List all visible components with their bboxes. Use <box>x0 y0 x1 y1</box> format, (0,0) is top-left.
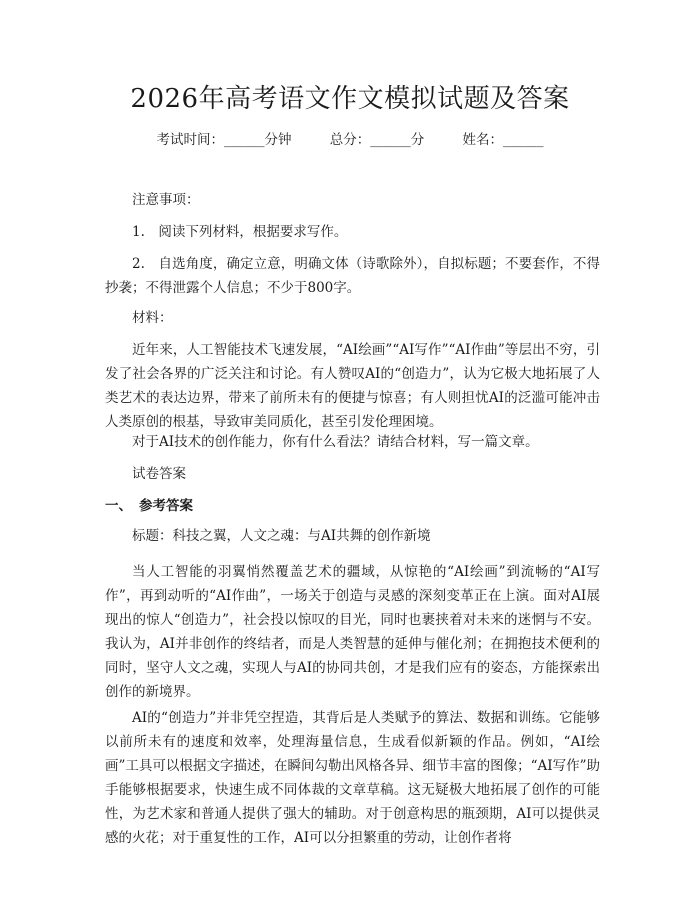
section-title: 参考答案 <box>139 498 193 514</box>
exam-meta <box>0 130 700 150</box>
notice-item-2: 2. 自选角度，确定立意，明确文体（诗歌除外），自拟标题；不要套作，不得抄袭；不得泄露个人信息；不少于800字。 <box>105 256 600 296</box>
exam-score: 总分：______分 <box>329 132 425 148</box>
section-number: 一、 <box>105 498 132 514</box>
notice-heading: 注意事项： <box>132 192 200 208</box>
exam-name: 姓名：______ <box>462 132 544 148</box>
notice-item-1: 1. 阅读下列材料，根据要求写作。 <box>132 224 348 240</box>
essay-paragraph-1: 当人工智能的羽翼悄然覆盖艺术的疆域，从惊艳的“AI绘画”到流畅的“AI写作”，再到动听的“AI作曲”，一场关于创造与灵感的深刻变革正在上演。面对AI展现出的惊人“创造力”，社会投以惊叹的目光，同时也裹挟着对未来的迷惘与不安。我认为，AI并非创作的终结者，而是人类智慧的延伸与催化剂；在拥抱技术便利的同时，坚守人文之魂，实现人与AI的协同共创，才是我们应有的姿态，方能探索出创作的新境界。 <box>105 564 600 700</box>
answer-heading: 试卷答案 <box>132 466 186 482</box>
material-text: 近年来，人工智能技术飞速发展，“AI绘画”“AI写作”“AI作曲”等层出不穷，引发了社会各界的广泛关注和讨论。有人赞叹AI的“创造力”，认为它极大地拓展了人类艺术的表达边界，带来了前所未有的便捷与惊喜；有人则担忧AI的泛滥可能冲击人类原创的根基，导致审美同质化，甚至引发伦理困境。 <box>105 342 600 430</box>
exam-time: 考试时间：______分钟 <box>156 132 292 148</box>
section-heading <box>105 494 600 518</box>
material-heading: 材料： <box>132 310 173 326</box>
essay-question: 对于AI技术的创作能力，你有什么看法？请结合材料，写一篇文章。 <box>132 434 539 450</box>
essay-paragraph-2: AI的“创造力”并非凭空捏造，其背后是人类赋予的算法、数据和训练。它能够以前所未有的速度和效率，处理海量信息，生成看似新颖的作品。例如，“AI绘画”工具可以根据文字描述，在瞬间勾勒出风格各异、细节丰富的图像；“AI写作”助手能够根据要求，快速生成不同体裁的文章草稿。这无疑极大地拓展了创作的可能性，为艺术家和普通人提供了强大的辅助。对于创意构思的瓶颈期，AI可以提供灵感的火花；对于重复性的工作，AI可以分担繁重的劳动，让创作者将 <box>105 710 600 846</box>
essay-title: 标题：科技之翼，人文之魂：与AI共舞的创作新境 <box>132 528 431 544</box>
page-title: 2026年高考语文作文模拟试题及答案 <box>130 84 570 114</box>
